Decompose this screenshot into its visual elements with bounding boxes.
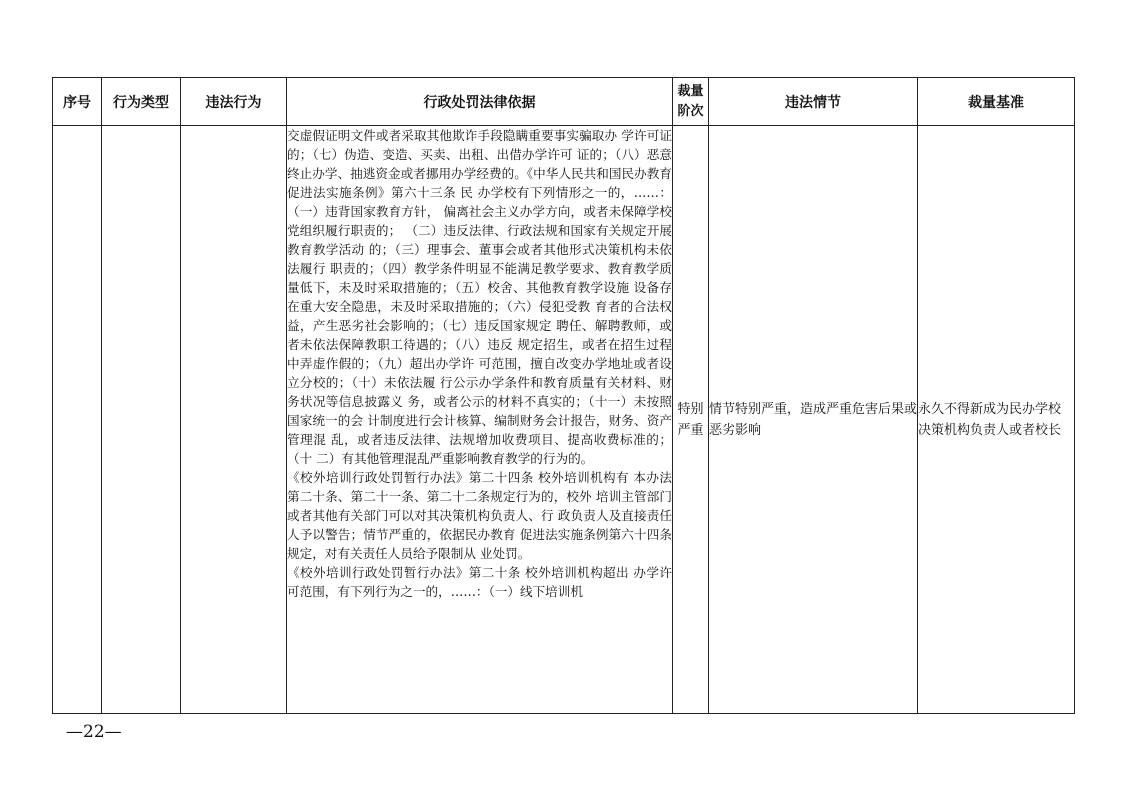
header-level-line1: 裁量 <box>677 83 704 99</box>
legal-basis-paragraph: 《校外培训行政处罚暂行办法》第二十条 校外培训机构超出 办学许可范围，有下列行为之一的，……：（一）线下培训机 <box>287 565 672 599</box>
header-standard: 裁量基准 <box>918 78 1075 126</box>
header-legal-basis: 行政处罚法律依据 <box>287 78 673 126</box>
cell-level: 特别严重 <box>673 126 709 714</box>
table-row <box>53 126 1075 714</box>
cell-legal-basis <box>287 126 673 714</box>
cell-circumstances: 情节特别严重，造成严重危害后果或恶劣影响 <box>709 126 918 714</box>
legal-basis-paragraph: 《校外培训行政处罚暂行办法》第二十四条 校外培训机构有 本办法第二十条、第二十一条、第二十二条规定行为的，校外 培训主管部门或者其他有关部门可以对其决策机构负责人、行 政负责人及直接责任人予以警告；情节严重的，依据民办教育 促进法实施条例第六十四条规定，对有关责任人员给予限制从 业处罚。 <box>287 470 672 561</box>
header-violation: 违法行为 <box>181 78 287 126</box>
header-behavior-type: 行为类型 <box>102 78 181 126</box>
cell-seq <box>53 126 102 714</box>
page-number: —22— <box>66 722 122 742</box>
table-header-row <box>53 78 1075 126</box>
penalty-discretion-table <box>52 77 1075 714</box>
header-level-line2: 阶次 <box>677 103 704 119</box>
header-circumstances: 违法情节 <box>709 78 918 126</box>
header-seq: 序号 <box>53 78 102 126</box>
cell-standard: 永久不得新成为民办学校 决策机构负责人或者校长 <box>918 126 1075 714</box>
header-level <box>673 78 709 126</box>
cell-violation <box>181 126 287 714</box>
cell-behavior-type <box>102 126 181 714</box>
legal-basis-paragraph: 交虚假证明文件或者采取其他欺诈手段隐瞒重要事实骗取办 学许可证的；（七）伪造、变造、买卖、出租、出借办学许可 证的；（八）恶意终止办学、抽逃资金或者挪用办学经费的。《中华人民共和国民办教育促进法实施条例》第六十三条 民 办学校有下列情形之一的，……：（一）违背国家教育方针， 偏离社会主义办学方向，或者未保障学校党组织履行职责的； （二）违反法律、行政法规和国家有关规定开展教育教学活动 的；（三）理事会、董事会或者其他形式决策机构未依法履行 职责的；（四）教学条件明显不能满足教学要求、教育教学质 量低下，未及时采取措施的；（五）校舍、其他教育教学设施 设备存在重大安全隐患，未及时采取措施的；（六）侵犯受教 育者的合法权益，产生恶劣社会影响的；（七）违反国家规定 聘任、解聘教师，或者未依法保障教职工待遇的；（八）违反 规定招生，或者在招生过程中弄虚作假的；（九）超出办学许 可范围，擅自改变办学地址或者设立分校的；（十）未依法履 行公示办学条件和教育质量有关材料、财务状况等信息披露义 务，或者公示的材料不真实的；（十一）未按照国家统一的会 计制度进行会计核算、编制财务会计报告，财务、资产管理混 乱，或者违反法律、法规增加收费项目、提高收费标准的；（十 二）有其他管理混乱严重影响教育教学的行为的。 <box>287 128 672 466</box>
